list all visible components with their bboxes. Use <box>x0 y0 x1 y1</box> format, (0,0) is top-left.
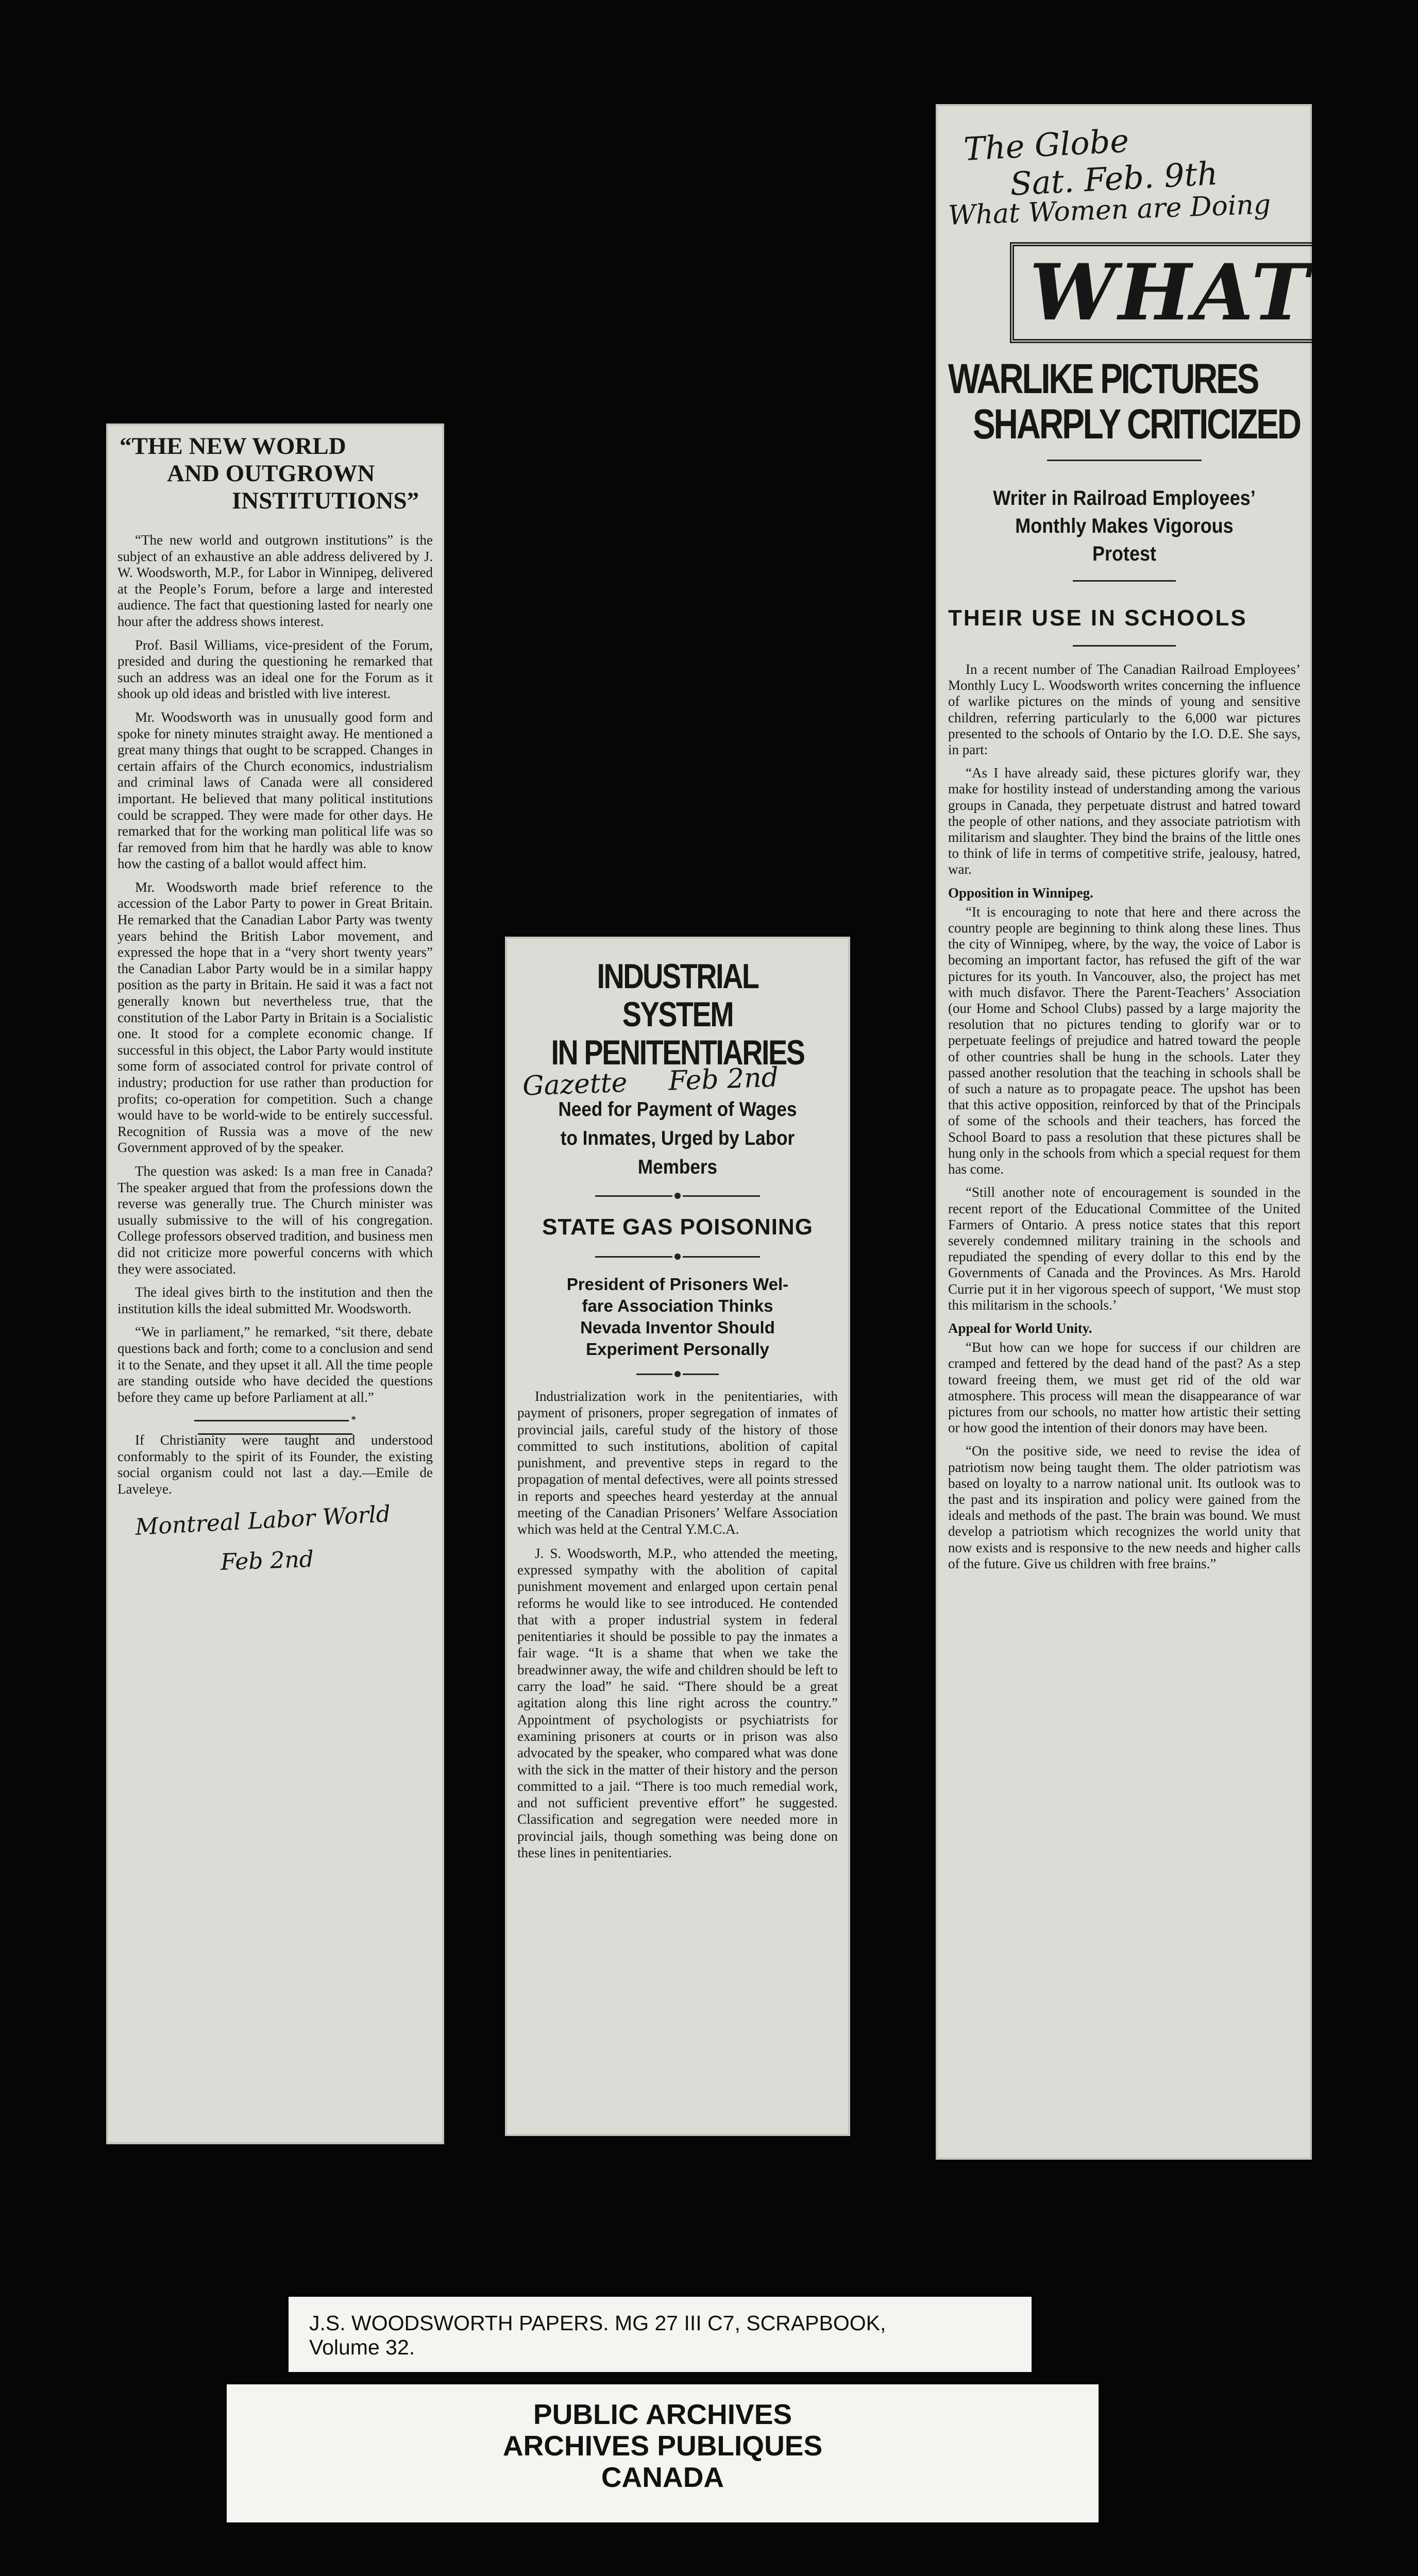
deck-line: Members <box>637 1156 718 1178</box>
deck-line: Nevada Inventor Should <box>580 1318 775 1337</box>
paragraph: “But how can we hope for success if our children are cramped and fettered by the dead hand of the past? As a step toward freeing them, we must get rid of the old war atmosphere. This process will mean the disappearance of war pictures from our schools, no matter how artistic their setting or how good the intention of their donors may have been. <box>948 1340 1301 1436</box>
headline-line: SHARPLY CRITICIZED <box>973 401 1300 448</box>
paragraph: “We in parliament,” he remarked, “sit there, debate questions back and forth; come to a conclusion and send it to the Senate, and they upset it all. All the time people are standing outside who have decided the questions before they came up before Parliament at all.” <box>117 1324 433 1405</box>
deck-line: President of Prisoners Wel- <box>566 1275 789 1294</box>
citation-label <box>289 2297 1032 2372</box>
handwritten-source: Gazette <box>522 1067 628 1102</box>
handwritten-column: What Women are Doing <box>948 189 1272 231</box>
subheadline-gas-poisoning: STATE GAS POISONING <box>542 1214 813 1240</box>
divider <box>948 575 1301 580</box>
deck-line: Protest <box>1092 543 1157 565</box>
divider <box>948 640 1301 645</box>
subheadline <box>533 1095 822 1182</box>
ornament-divider <box>517 1369 838 1376</box>
deck-line: to Inmates, Urged by Labor <box>560 1127 795 1149</box>
deck-line: Experiment Personally <box>586 1340 769 1359</box>
divider <box>948 454 1301 460</box>
banner-text: WHAT <box>1029 247 1311 338</box>
handwritten-source: The Globe <box>963 122 1130 168</box>
headline-line: “THE NEW WORLD <box>120 433 346 460</box>
clipping-new-world <box>106 423 444 2144</box>
column-banner <box>1010 242 1312 343</box>
headline <box>546 957 809 1072</box>
headline <box>117 433 433 515</box>
paragraph: “The new world and outgrown institutions” is the subject of an exhaustive an able address delivered by J. W. Woodsworth, M.P., for Labor in Winnipeg, delivered at the People’s Forum, before a large and interested audience. The fact that questioning lasted for nearly one hour after the address shows interest. <box>117 532 433 629</box>
divider-mark: * <box>351 1414 356 1425</box>
subheadline <box>966 484 1283 568</box>
article-body <box>117 532 433 1498</box>
paragraph: J. S. Woodsworth, M.P., who attended the meeting, expressed sympathy with the abolition of capital punishment movement and enlarged upon certain penal reforms he would like to see introduced. He contended that with a proper industrial system in federal penitentiaries it should be possible to pay the inmates a fair wage. “It is a shame that when we take the breadwinner away, the wife and children should be left to carry the load” he said. “There should be a great agitation along this line right across the country.” Appointment of psychologists or psychiatrists for examining prisoners at courts or in prison was also advocated by the speaker, who compared what was done with the sick in the matter of their history and the person committed to a jail. “There is too much remedial work, and not sufficient preventive effort” he suggested. Classification and segregation were needed more in provincial jails, though something was being done on these lines in penitentiaries. <box>517 1545 838 1861</box>
paragraph: Prof. Basil Williams, vice-president of the Forum, presided and during the questioning he remarked that such an address was an ideal one for the Forum as it shook up old ideas and bristled with live interest. <box>117 637 433 702</box>
archives-stamp <box>227 2384 1099 2522</box>
archives-line: PUBLIC ARCHIVES <box>533 2398 792 2430</box>
ornament-divider <box>517 1252 838 1258</box>
paragraph: Mr. Woodsworth made brief reference to the accession of the Labor Party to power in Great Britain. He remarked that the Canadian Labor Party was twenty years behind the British Labor movement, and expressed the hope that in a “very short twenty years” the Canadian Labor Party would be in a similar happy position as the party in Britain. He said it was a fact not generally known but nevertheless true, that the constitution of the Labor Party in Britain is a Socialistic one. It stood for a complete economic change. If successful in this object, the Labor Party would institute some form of associated control for private control of industry; production for use rather than production for profits; co-operation for competition. Such a change would have to be world-wide to be entirely successful. Recognition of Russia was a move of the new Government approved of by the speaker. <box>117 879 433 1156</box>
archives-line: ARCHIVES PUBLIQUES <box>502 2430 823 2462</box>
paragraph: Industrialization work in the penitentiaries, with payment of prisoners, proper segregation of inmates of provincial jails, careful study of the history of those committed to such institutions, abolition of capital punishment, and preventive steps in regard to the propagation of mental defectives, were all points stressed in reports and speeches heard yesterday at the annual meeting of the Canadian Prisoners’ Welfare Association which was held at the Central Y.M.C.A. <box>517 1388 838 1537</box>
archives-line: CANADA <box>601 2461 724 2493</box>
headline-line: WARLIKE PICTURES <box>948 355 1258 402</box>
paragraph: The question was asked: Is a man free in Canada? The speaker argued that from the professions down the reverse was generally true. The Church minister was usually submissive to the will of his congregation. College professors observed tradition, and business men did not criticize more powerful concerns with which they were associated. <box>117 1163 433 1277</box>
clipping-warlike-pictures <box>936 104 1312 2160</box>
citation-line: J.S. WOODSWORTH PAPERS. MG 27 III C7, SCRAPBOOK, <box>309 2311 886 2335</box>
paragraph: “As I have already said, these pictures glorify war, they make for hostility instead of understanding among the various groups in Canada, they perpetuate distrust and hatred toward the people of other nations, and they associate patriotism with militarism and slaughter. They bind the brains of the little ones to think of life in terms of competitive strife, jealousy, hatred, war. <box>948 765 1301 877</box>
paragraph: In a recent number of The Canadian Railroad Employees’ Monthly Lucy L. Woodsworth writes concerning the influence of warlike pictures on the minds of young and sensitive children, referring particularly to the 6,000 war pictures presented to the schools of Ontario by the I.O. D.E. She says, in part: <box>948 662 1301 758</box>
handwritten-source: Montreal Labor World <box>134 1500 392 1540</box>
subheadline-president <box>517 1274 838 1360</box>
section-heading: Opposition in Winnipeg. <box>948 885 1093 901</box>
headline-line: AND OUTGROWN <box>167 460 375 487</box>
deck-line: fare Association Thinks <box>582 1296 773 1315</box>
paragraph: “On the positive side, we need to revise the idea of patriotism now being taught them. The older patriotism was based on loyalty to a narrow national unit. Its outlook was to the past and its inspiration and policy were gained from the ideals and methods of the past. The brain was bound. We must develop a patriotism which recognizes the world unity that now exists and is responsive to the new needs and higher calls of the future. Give us children with free brains.” <box>948 1443 1301 1571</box>
paragraph: Mr. Woodsworth was in unusually good form and spoke for ninety minutes straight away. He mentioned a great many things that ought to be scrapped. Changes in certain affairs of the Church economics, industrialism and criminal laws of Canada were all considered important. He believed that many political institutions could be scrapped. They were made for other days. He remarked that for the working man political life was so far removed from him that he hardly was able to know how the casting of a ballot would affect him. <box>117 709 433 872</box>
deck-line: Monthly Makes Vigorous <box>1015 515 1234 537</box>
closing-quote: If Christianity were taught and understood conformably to the spirit of its Founder, the existing social organism could not last a day.—Emile de Laveleye. <box>117 1432 433 1497</box>
deck-line: Writer in Railroad Employees’ <box>993 487 1256 510</box>
headline-line: INDUSTRIAL SYSTEM <box>597 957 758 1034</box>
headline-line: INSTITUTIONS” <box>232 487 419 514</box>
deck-line: Need for Payment of Wages <box>558 1098 797 1121</box>
citation-line: Volume 32. <box>309 2335 415 2359</box>
handwritten-date: Sat. Feb. 9th <box>1009 154 1219 203</box>
ornament-divider <box>517 1191 838 1197</box>
headline-line: IN PENITENTIARIES <box>551 1033 804 1072</box>
headline <box>948 355 1300 448</box>
paragraph: The ideal gives birth to the institution and then the institution kills the ideal submitted Mr. Woodsworth. <box>117 1284 433 1316</box>
paragraph: “Still another note of encouragement is sounded in the recent report of the Educational Committee of the United Farmers of Ontario. A press notice states that this report severely condemned military training in the schools and repudiated the spending of every dollar to this end by the Governments of Canada and the Provinces. As Mrs. Harold Currie put it in her vigorous speech of support, ‘We must stop this militarism in the schools.’ <box>948 1184 1301 1313</box>
article-body <box>948 662 1301 1572</box>
paragraph: “It is encouraging to note that here and there across the country people are beginning to think along these lines. Thus the city of Winnipeg, where, by the way, the voice of Labor is becoming an important factor, has refused the gift of the war pictures for its youth. In Vancouver, also, the project has met with much disfavor. There the Parent-Teachers’ Association (our Home and School Clubs) passed by a large majority the resolution that no pictures tending to glorify war or to perpetuate feelings of prejudice and hatred toward the people of other countries shall be hung in the schools. Later they passed another resolution that the teaching in schools shall be of such a nature as to propagate peace. The upshot has been that this active opposition, reinforced by that of the Principals of some of the schools and their teachers, has forced the School Board to pass a resolution that these pictures shall be hung only in the schools from which a special request for them has come. <box>948 904 1301 1177</box>
article-body <box>517 1388 838 1861</box>
section-heading: Appeal for World Unity. <box>948 1320 1092 1336</box>
subheadline-schools: THEIR USE IN SCHOOLS <box>948 605 1247 631</box>
handwritten-date: Feb 2nd <box>668 1062 779 1097</box>
section-divider <box>117 1413 433 1426</box>
clipping-penitentiaries <box>505 937 850 2136</box>
handwritten-date: Feb 2nd <box>220 1546 314 1575</box>
